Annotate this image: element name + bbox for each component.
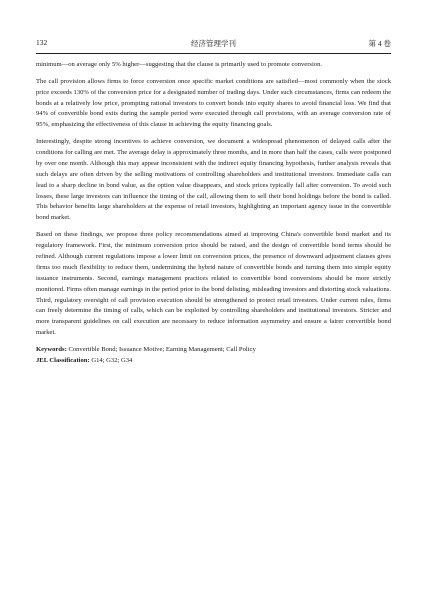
page-number: 132 <box>36 38 48 47</box>
running-header <box>36 38 391 52</box>
jel-label: JEL Classification: <box>36 356 90 364</box>
paragraph-1: minimum—on average only 5% higher—suggesting that the clause is primarily used to promote conversion. <box>36 61 323 68</box>
journal-title: 经济管理学刊 <box>191 39 236 48</box>
keywords-line <box>36 345 391 356</box>
article-body <box>36 60 391 367</box>
paragraph-2: The call provision allows firms to force conversion once specific market conditions are satisfied—most commonly when the stock price exceeds 130% of the conversion price for a designated number of trading days. Under such circumstances, firms can redeem the bonds at a relatively low price, prompting rational investors to convert bonds into equity shares to avoid financial loss. We find that 94% of convertible bond exits during the sample period were executed through call provisions, with an average conversion rate of 95%, emphasizing the effectiveness of this clause in achieving the equity financing goals. <box>36 77 391 129</box>
jel-line <box>36 356 391 367</box>
paragraph-4: Based on these findings, we propose three policy recommendations aimed at improving China's convertible bond market and its regulatory framework. First, the minimum conversion price should be raised, and the design of convertible bond terms should be refined. Although current regulations impose a lower limit on conversion prices, the presence of downward adjustment clauses gives firms too much flexibility to reduce them, undermining the hybrid nature of convertible bonds and turning them into simple equity issuance instruments. Second, earnings management practices related to convertible bond conversions should be more strictly monitored. Firms often manage earnings in the period prior to the bond delisting, misleading investors and distorting stock valuations. Third, regulatory oversight of call provision execution should be strengthened to protect retail investors. Under current rules, firms can freely determine the timing of calls, which can be exploited by controlling shareholders and institutional investors. Stricter and more transparent guidelines on call execution are necessary to reduce information asymmetry and ensure a fairer convertible bond market. <box>36 231 391 337</box>
keywords-text: Convertible Bond; Issuance Motive; Earning Management; Call Policy <box>68 345 256 353</box>
jel-text: G14; G32; G34 <box>91 356 133 364</box>
volume-label: 第 4 卷 <box>368 39 391 48</box>
header-rule <box>36 53 391 54</box>
paragraph-3: Interestingly, despite strong incentives to achieve conversion, we document a widespread phenomenon of delayed calls after the conditions for calling are met. The average delay is approximately three months, and in more than half the cases, calls were postponed by over one month. Although this may appear inconsistent with the indirect equity financing hypothesis, further analysis reveals that such delays are often driven by the selling motivations of controlling shareholders and institutional investors. Immediate calls can lead to a sharp decline in bond value, as the option value disappears, and stock prices typically fall after conversion. To avoid such losses, these large investors can influence the timing of the call, allowing them to sell their bond holdings before the bond is called. This behavior benefits large shareholders at the expense of retail investors, highlighting an important agency issue in the convertible bond market. <box>36 138 391 222</box>
keywords-label: Keywords: <box>36 345 67 353</box>
